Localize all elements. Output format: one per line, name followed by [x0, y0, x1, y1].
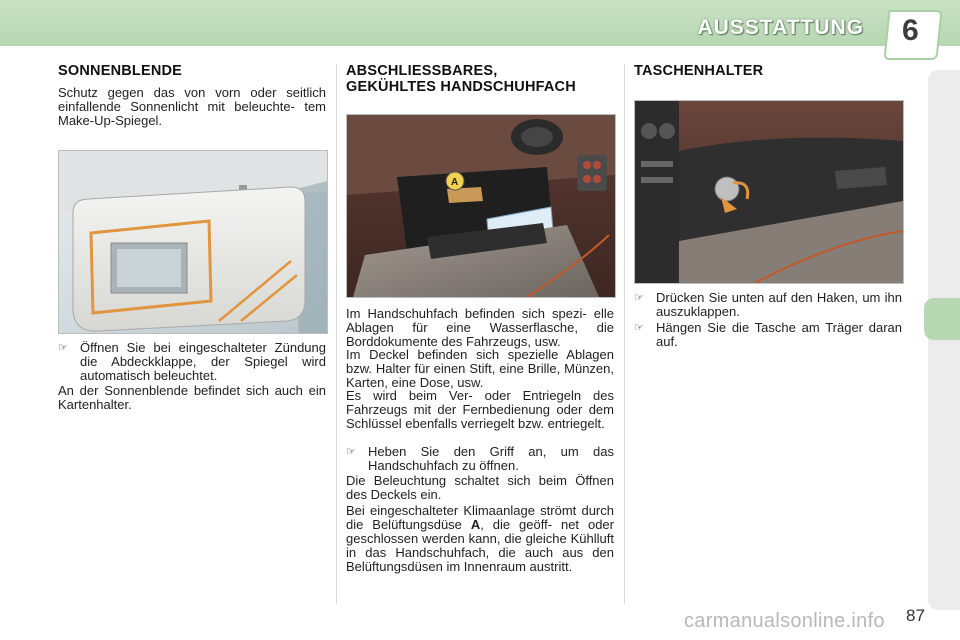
pointing-hand-icon: ☞: [346, 446, 356, 458]
pointing-hand-icon: ☞: [58, 342, 68, 354]
side-tab-active-chapter[interactable]: [924, 298, 960, 340]
column-separator: [336, 64, 337, 604]
glovebox-image: [346, 114, 616, 298]
glovebox-para-1: Im Handschuhfach befinden sich spezi- elle Ablagen für eine Wasserflasche, die Borddokumente des Fahrzeugs, usw.: [346, 306, 614, 349]
page-number: 87: [906, 606, 925, 625]
glovebox-para-3: Es wird beim Ver- oder Entriegeln des Fahrzeugs mit der Fernbedienung oder dem Schlüssel ebenfalls verriegelt bzw. entriegelt.: [346, 388, 614, 431]
side-tab-strip: [928, 70, 960, 610]
sun-visor-bullet: ☞ Öffnen Sie bei eingeschalteter Zündung die Abdeckklappe, der Spiegel wird automatisch beleuchtet.: [58, 340, 326, 383]
column-separator: [624, 64, 625, 604]
watermark: carmanualsonline.info: [684, 610, 885, 632]
section-heading-sun-visor: SONNENBLENDE: [58, 63, 183, 79]
pointing-hand-icon: ☞: [634, 292, 644, 304]
vent-label-a: A: [451, 177, 459, 188]
section-heading-glovebox-line1: ABSCHLIESSBARES,: [346, 63, 498, 79]
section-heading-glovebox-line2: GEKÜHLTES HANDSCHUHFACH: [346, 79, 576, 95]
glovebox-open-bullet: ☞ Heben Sie den Griff an, um das Handschuhfach zu öffnen.: [346, 444, 614, 473]
bag-holder-bullet-1: ☞ Drücken Sie unten auf den Haken, um ihn auszuklappen.: [634, 290, 902, 319]
glovebox-para-2: Im Deckel befinden sich spezielle Ablagen bzw. Halter für einen Stift, eine Brille, Münzen, Karten, eine Dose, usw.: [346, 347, 614, 390]
chapter-number: 6: [902, 14, 919, 47]
glovebox-para-4: Die Beleuchtung schaltet sich beim Öffnen des Deckels ein.: [346, 473, 614, 502]
sun-visor-illustration: [59, 151, 327, 333]
sun-visor-card-holder-text: An der Sonnenblende befindet sich auch ein Kartenhalter.: [58, 383, 326, 412]
glovebox-photo: [347, 115, 615, 297]
sun-visor-image: [58, 150, 328, 334]
chapter-title: AUSSTATTUNG: [697, 16, 864, 39]
pointing-hand-icon: ☞: [634, 322, 644, 334]
section-heading-bag-holder: TASCHENHALTER: [634, 63, 764, 79]
bag-holder-bullet-2: ☞ Hängen Sie die Tasche am Träger daran auf.: [634, 320, 902, 349]
bag-holder-photo: [635, 101, 903, 283]
bag-holder-image: [634, 100, 904, 284]
vent-reference-a: A: [470, 517, 481, 532]
glovebox-para-5: Bei eingeschalteter Klimaanlage strömt durch die Belüftungsdüse A, die geöff- net oder geschlossen werden kann, die gleiche Kühlluft in das Handschuhfach, die auch aus den Belüftungsdüsen im Innenraum austritt.: [346, 503, 614, 574]
sun-visor-intro: Schutz gegen das von vorn oder seitlich einfallende Sonnenlicht mit beleuchte- tem Make-Up-Spiegel.: [58, 85, 326, 128]
